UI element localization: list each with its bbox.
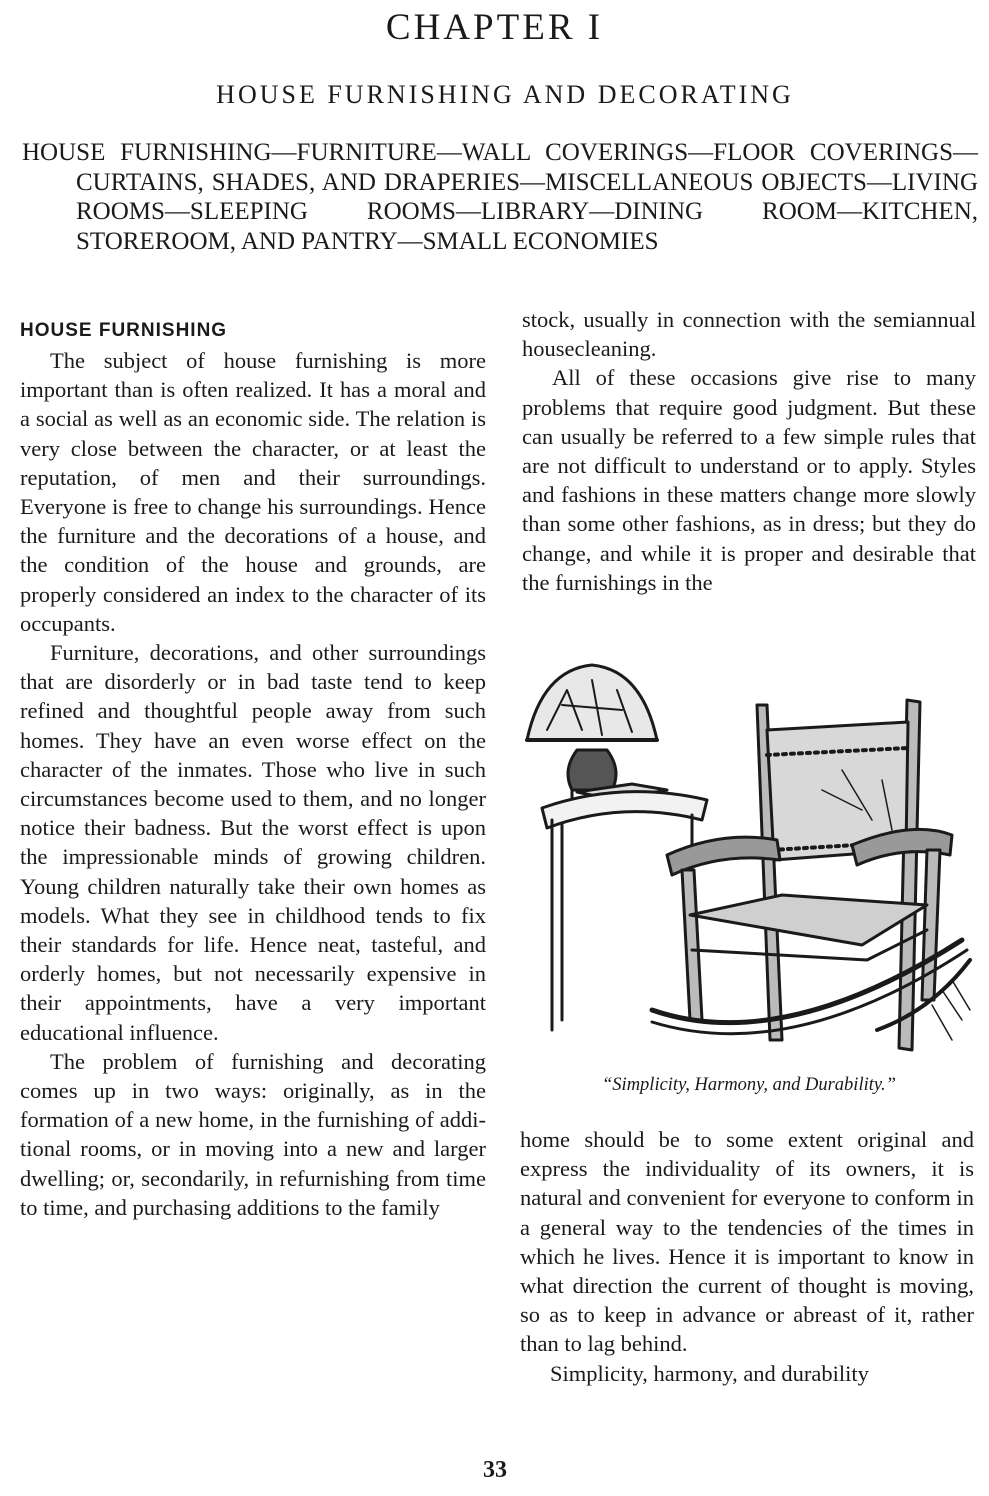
right-column-bottom — [520, 1125, 974, 1388]
left-column — [20, 318, 486, 1222]
paragraph: The problem of furnishing and decorating comes up in two ways: originally, as in the formation of a new home, in the furnishing of additional rooms, or in moving into a new and larger dwelling; or, secondarily, in refurnishing from time to time, and purchasing additions to the family — [20, 1048, 486, 1220]
chapter-synopsis: HOUSE FURNISHING—FURNITURE—WALL COVERINGS—FLOOR COVERINGS—CURTAINS, SHADES, AND DRAPERIES—MISCELLANEOUS OBJECTS—LIVING ROOMS—SLEEPING ROOMS—LIBRARY—DINING ROOM—KITCHEN, STOREROOM, AND PANTRY—SMALL ECONOMIES — [22, 139, 978, 255]
chapter-title: HOUSE FURNISHING AND DECORATING — [216, 80, 794, 109]
paragraph: Furniture, decorations, and other surroundings that are disorderly or in bad taste tend to keep refined and thoughtful people away from such homes. They have an even worse effect on the character of the inmates. Those who live in such circumstances become used to them, and no longer notice their badness. But the worst effect is upon the impressionable minds of growing children. Young children naturally take their own homes as models. What they see in childhood tends to fix their standards for life. Hence neat, tasteful, and orderly homes, but not necessarily expensive in their appointments, have a very important educational influence. — [20, 640, 486, 1045]
rocking-chair-illustration — [522, 660, 976, 1070]
paragraph-continuation: home should be to some extent original and express the individuality of its owners, it is natural and convenient for everyone to conform in a general way to the tendencies of the times in which he lives. Hence it is important to know in what direction the current of thought is moving, so as to keep in advance or abreast of it, rather than to lag behind. — [520, 1127, 974, 1357]
paragraph: Simplicity, harmony, and durability — [550, 1360, 869, 1386]
rocking-chair-drawing — [522, 660, 976, 1070]
figure-caption: “Simplicity, Harmony, and Durability.” — [602, 1075, 896, 1095]
paragraph: All of these occasions give rise to many problems that require good judgment. But these can usually be referred to a few simple rules that are not difficult to understand or to apply. Styles and fashions in these matters change more slowly than some other fashions, as in dress; but they do change, and while it is proper and desirable that the furnishings in the — [522, 365, 976, 595]
paragraph-continuation: stock, usually in connection with the semiannual housecleaning. — [522, 307, 976, 362]
paragraph: The subject of house furnishing is more important than is often realized. It has a moral and a social as well as an economic side. The relation is very close between the character, or at least the reputation, of men and their surroundings. Everyone is free to change his surroundings. Hence the furniture and the decorations of a house, and the condition of the house and grounds, are properly considered an index to the character of its occupants. — [20, 348, 486, 636]
page-number: 33 — [483, 1457, 507, 1483]
chapter-number: CHAPTER I — [385, 7, 604, 48]
right-column-top — [522, 305, 976, 597]
section-heading: HOUSE FURNISHING — [20, 320, 228, 341]
